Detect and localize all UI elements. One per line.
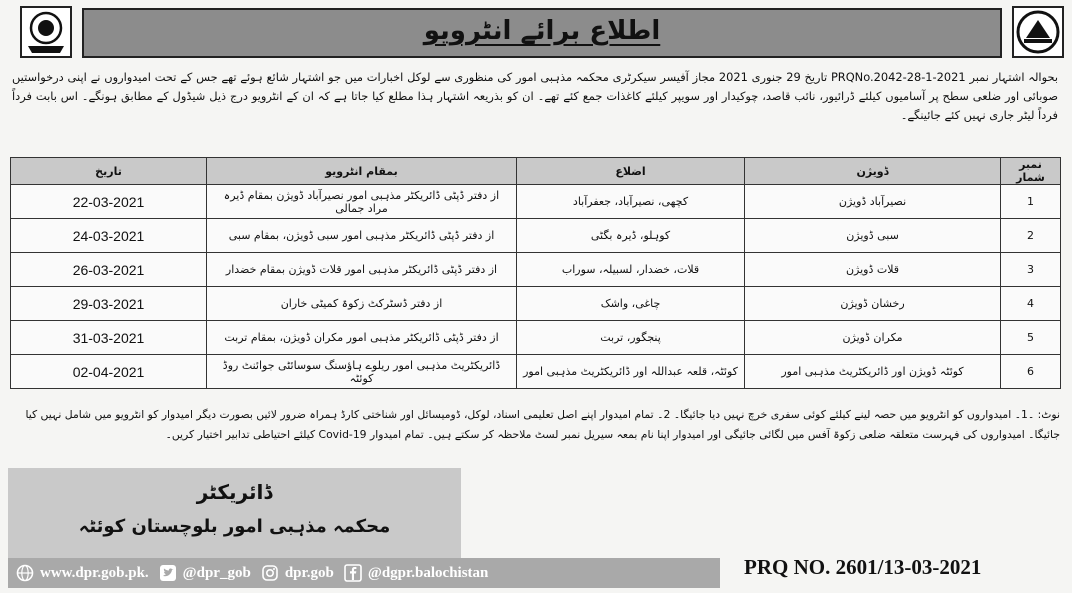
note-line: جائیگا۔ امیدواروں کی فہرست متعلقہ ضلعی زکوۃ آفس میں لگائی جائیگی اور امیدوار اپنا نام بمعہ سیریل نمبر لسٹ ملاحظہ کر سکتے ہیں۔ تمام امیدوار Covid-19 کیلئے احتیاطی تدابیر اختیار کریں۔ (165, 428, 1060, 441)
division-cell: مکران ڈویژن (745, 321, 1001, 355)
twitter-icon (159, 564, 177, 582)
serial-cell: 6 (1001, 355, 1061, 389)
website-link[interactable] (16, 564, 149, 582)
districts-cell: پنجگور، تربت (517, 321, 745, 355)
table-row (11, 219, 1061, 253)
districts-cell: چاغی، واشک (517, 287, 745, 321)
table-header-row (11, 158, 1061, 185)
districts-cell: کچھی، نصیرآباد، جعفرآباد (517, 185, 745, 219)
table-row (11, 253, 1061, 287)
venue-cell: از دفتر ڈپٹی ڈائریکٹر مذہبی امور نصیرآباد ڈویژن بمقام ڈیرہ مراد جمالی (207, 185, 517, 219)
division-cell: کوئٹہ ڈویژن اور ڈائریکٹریٹ مذہبی امور (745, 355, 1001, 389)
instagram-link[interactable] (261, 564, 334, 582)
note-line: نوٹ: ۔1۔ امیدواروں کو انٹرویو میں حصہ لینے کیلئے کوئی سفری خرچ نہیں دیا جائیگا۔ 2۔ تمام امیدوار اپنے اصل تعلیمی اسناد، لوکل، ڈومیسائل اور شناختی کارڈ ہمراہ ضرور لائیں بصورت دیگر امیدوار کو انٹرویو میں شامل نہیں کیا (25, 408, 1060, 421)
header-districts: اضلاع (517, 158, 745, 185)
date-cell: 26-03-2021 (11, 253, 207, 287)
globe-icon (16, 564, 34, 582)
page-title: اطلاع برائے انٹرویو (423, 16, 661, 46)
twitter-handle: @dpr_gob (182, 564, 251, 581)
date-cell: 31-03-2021 (11, 321, 207, 355)
division-cell: سبی ڈویژن (745, 219, 1001, 253)
header-serial: نمبر شمار (1001, 158, 1061, 185)
date-cell: 24-03-2021 (11, 219, 207, 253)
districts-cell: کوئٹہ، قلعہ عبداللہ اور ڈائریکٹریٹ مذہبی امور (517, 355, 745, 389)
serial-cell: 4 (1001, 287, 1061, 321)
division-cell: نصیرآباد ڈویژن (745, 185, 1001, 219)
instagram-icon (261, 564, 279, 582)
facebook-link[interactable] (344, 564, 489, 582)
table-row (11, 321, 1061, 355)
serial-cell: 3 (1001, 253, 1061, 287)
districts-cell: کوہلو، ڈیرہ بگٹی (517, 219, 745, 253)
header-date: تاریخ (11, 158, 207, 185)
districts-cell: قلات، خضدار، لسبیلہ، سوراب (517, 253, 745, 287)
instagram-handle: dpr.gob (284, 564, 334, 581)
serial-cell: 5 (1001, 321, 1061, 355)
venue-cell: از دفتر ڈسٹرکٹ زکوۃ کمیٹی خاران (207, 287, 517, 321)
date-cell: 29-03-2021 (11, 287, 207, 321)
title-banner (82, 8, 1002, 58)
signatory-title: ڈائریکٹر (196, 480, 273, 504)
venue-cell: از دفتر ڈپٹی ڈائریکٹر مذہبی امور قلات ڈویژن بمقام خضدار (207, 253, 517, 287)
facebook-handle: @dgpr.balochistan (367, 564, 489, 581)
division-cell: قلات ڈویژن (745, 253, 1001, 287)
notes-section (10, 405, 1060, 445)
facebook-icon (344, 564, 362, 582)
division-cell: رخشان ڈویژن (745, 287, 1001, 321)
table-row (11, 185, 1061, 219)
interview-schedule-table (10, 157, 1061, 389)
department-logo-icon (1012, 6, 1064, 58)
date-cell: 02-04-2021 (11, 355, 207, 389)
table-row (11, 355, 1061, 389)
signature-block (8, 468, 461, 561)
government-emblem-icon (20, 6, 72, 58)
header-venue: بمقام انٹرویو (207, 158, 517, 185)
venue-cell: ڈائریکٹریٹ مذہبی امور ریلوے ہاؤسنگ سوسائٹی جوائنٹ روڈ کوئٹہ (207, 355, 517, 389)
header-division: ڈویژن (745, 158, 1001, 185)
intro-paragraph: بحوالہ اشتہار نمبر PRQNo.2042-28-1-2021 تاریخ 29 جنوری 2021 مجاز آفیسر سیکرٹری محکمہ مذہبی امور کی منظوری سے لوکل اخبارات میں جو اشتہار شائع ہوئے تھے جس کے تحت امیدواروں نے اپنی درخواستیں صوبائی اور ضلعی سطح پر آسامیوں کیلئے ڈرائیور، نائب قاصد، چوکیدار اور سویپر کیلئے کاغذات جمع کئے تھے۔ ان کو بذریعہ اشتہار ہذا مطلع کیا جاتا ہے کہ ان کے انٹرویو درج ذیل شیڈول کے مطابق ہونگے۔ اس بابت فرداً فرداً لیٹر جاری نہیں کئے جائینگے۔ (12, 70, 1058, 122)
signatory-department: محکمہ مذہبی امور بلوچستان کوئٹہ (78, 516, 391, 537)
twitter-link[interactable] (159, 564, 251, 582)
table-row (11, 287, 1061, 321)
date-cell: 22-03-2021 (11, 185, 207, 219)
venue-cell: از دفتر ڈپٹی ڈائریکٹر مذہبی امور سبی ڈویژن، بمقام سبی (207, 219, 517, 253)
website-text: www.dpr.gob.pk. (40, 564, 149, 581)
serial-cell: 1 (1001, 185, 1061, 219)
footer-bar (8, 558, 720, 588)
prq-number: PRQ NO. 2601/13-03-2021 (744, 555, 982, 579)
venue-cell: از دفتر ڈپٹی ڈائریکٹر مذہبی امور مکران ڈویژن، بمقام تربت (207, 321, 517, 355)
serial-cell: 2 (1001, 219, 1061, 253)
